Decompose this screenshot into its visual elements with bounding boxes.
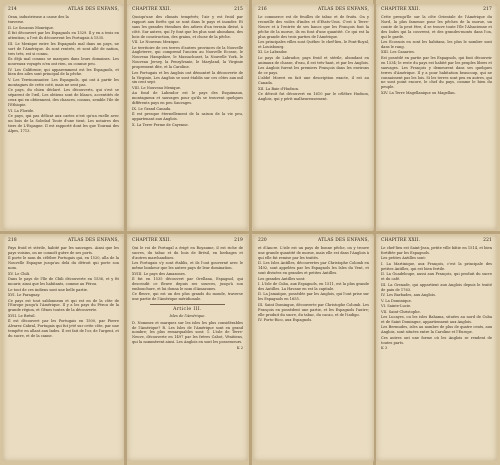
page-number: 217 xyxy=(483,7,492,12)
text-paragraph: Ce pays, du chien déclaré. Les découverts, qui s'est se séparent de l'œil, Les obtiens sont de blancs, accentités de ceux qui en obtiennent, des chances, connus, semble l'ile de l'Ethiopie. xyxy=(8,88,119,108)
book-page xyxy=(127,4,248,230)
running-title: ATLAS DES ENFANS, xyxy=(318,7,369,12)
text-paragraph: Oran, industrieuse a cause des la xyxy=(8,14,69,19)
book-page xyxy=(376,235,497,461)
text-paragraph: Est possédé en partie par les Espagnols, qui font découvrir en 1534; le reste du pays est habité par les peuples libres et sauvages. Les François y demeurent dans ses quelques terres d'Amérique. Il y a pour habitation beaucoup, qui ne connaissent pas les lois. Si les terres sont peu en autres, qui ne sont point encore, le chef du pays, comme le bien du peuple. xyxy=(381,55,492,90)
page-number: 216 xyxy=(258,7,267,12)
text-paragraph: V. La Dominique. xyxy=(381,298,412,303)
page-number: 218 xyxy=(8,238,17,243)
text-paragraph: Il est découvert par les Portugais en 1500, par Pierre Alvarez Cabral, Portugais qui fut jeté sur cette côte, par une tempête en allant aux Indes. Il est fait de l'or, de l'argent, et du sucre, et de la canne. xyxy=(8,319,119,339)
text-paragraph: Les Portugais s'y sont établis, et ils l'ont gouverné avec le même bonheur que les autres pays de leur domination. xyxy=(132,261,243,271)
text-paragraph: III. Le Mexique entre les Espagnols mal dans un pays, ne sort de l'Amérique. ils sont rentrés, et sont allé de nation, tres très, est si connu. xyxy=(8,41,119,56)
page-number: 221 xyxy=(483,238,492,243)
text-paragraph: I. La Martinique, aux François, c'est la principale des petites Antilles, qui est bien fertile. xyxy=(381,261,492,271)
text-paragraph: Ils déjà mal connus se marques dans leurs domaines. Les nouveaux voyagés n'en ont rien, ou connue peu. xyxy=(8,57,119,67)
text-paragraph: Il est presque éternellement de la saison de la vie peu, appartenant aux Anglois. xyxy=(132,112,243,122)
text-paragraph: Il fut découvert par les Espagnols en 1529. Il y en a trois en attention; a l'est ils découvrent les Portugais à 1535. xyxy=(8,31,119,41)
text-paragraph: II. Les Isles Antilles, découvertes par Christophe Colomb en 1492, sont appelées par les Espagnols les Isles du Vent, et sont divisées en grandes et petites Antilles. xyxy=(258,261,369,276)
text-paragraph: VII. Le Nouveau Mexique. xyxy=(132,40,180,45)
book-page xyxy=(3,235,124,461)
page-number: 220 xyxy=(258,238,267,243)
book-page xyxy=(127,235,248,461)
text-paragraph: IV. Les Californie; qui apparemment est les Espagnols, et bien des ailes sont principal de la pêche. xyxy=(8,67,119,77)
text-paragraph: XIII. Les Canaries. xyxy=(381,50,415,55)
text-paragraph: Pays froid et stérile, habité par les sauvages. Ainsi que les pays voisins, on ne connoît guère de ses ports. xyxy=(8,245,119,255)
text-paragraph: Les Lucayes, ou les isles Bahama, situées au nord de Cuba et de Saint Domingue, appartiennent aux Anglois. xyxy=(381,315,492,324)
text-paragraph: K 3 xyxy=(381,346,388,351)
text-paragraph: II. La Jamaïque, possédée par les Anglois, qui l'ont prise sur les Espagnols en 1655. xyxy=(258,292,369,302)
text-paragraph: III. Saint Domingue, découverte par Christophe Colomb. Les François en possèdent une partie, et les Espagnols l'autre; elle produit du sucre, du tabac, du cacao, et de l'indigo. xyxy=(258,302,369,317)
text-paragraph: Au fond de Labrador est le pays des Esquimaux, montagneux et sauvages pour qu'ils se trouvent quelques différents pays en peu Sauvages. xyxy=(132,91,243,106)
book-page xyxy=(253,235,374,461)
text-paragraph: Les grandes Antilles sont: xyxy=(258,276,306,281)
page-header xyxy=(381,239,492,244)
text-paragraph: IV. Les Barbades, aux Anglois. xyxy=(381,293,436,298)
book-page xyxy=(376,4,497,230)
book-page xyxy=(3,4,124,230)
text-paragraph: Le tout de ces indiens sont une belle partie. xyxy=(8,287,89,292)
text-paragraph: Les principales villes sont Québec le chef-lieu, le Pont-Royal, et Louisbourg. xyxy=(258,40,369,49)
page-number: 219 xyxy=(234,238,243,243)
text-paragraph: X. La Terre Ferme de Cayenne. xyxy=(132,122,189,127)
page-number: 214 xyxy=(8,7,17,12)
text-paragraph: Le chef-lieu est Saint-Jean, petite ville bâtie en 1514, et bien fortifiée par les Espagnols. xyxy=(381,245,492,255)
text-paragraph: Quoiqu'une des climats tempérés; l'air y est froid par rapport aux forêts qui se sont dans le pays et inonder. Et sans les grandes étendues des arbres d'un terrain divisé, à côté. Sur autres, qui l'y font que les plus sont abondans, des bois de construction, des grains, et chose de la pêche. xyxy=(132,14,243,39)
text-paragraph: Le territoire de ces terres d'autres provinces de la Nouvelle Angleterre, qui comprend l'ancien au Nouvelle Ecosse, le Nouveau Hampshire, le Massachuset, la Nouvelle York, le Nouveau Jersey, la Pensylvanie, le Maryland, la Virginie proprement dite, et la Caroline. xyxy=(132,45,243,70)
text-paragraph: VI. La Floride. xyxy=(8,108,35,113)
running-title: ATLAS DES ENFANS, xyxy=(68,7,119,12)
text-paragraph: Les petites Antilles sont: xyxy=(381,256,426,261)
text-paragraph: II. La Guadeloupe, aussi aux François, qui produit du sucre et du café. xyxy=(381,272,492,282)
running-title: CHAPITRE XXII. xyxy=(132,7,172,12)
text-paragraph: Ce pays, qui pas délicat aux cartes n'est qu'un ruelle avec un bois de la Soledad Toute d'une tient, Les notaires des tiers de L'Espagne. Il est rapporté dont les que Tournai des Alpes, 1713. xyxy=(8,114,119,133)
section-rule xyxy=(150,304,225,305)
text-paragraph: traverse. xyxy=(8,20,25,25)
running-title: ATLAS DES ENFANS, xyxy=(68,238,119,243)
page-header xyxy=(258,239,369,244)
text-paragraph: XV. Le Chili. xyxy=(8,271,31,276)
text-paragraph: Ce pays est tout sablonneux et qui est en de la côte de l'Europe jusqu'à l'Amérique. Il y a les pays du Pérou de la grande région, et Gênes toutes de la découverte. xyxy=(8,298,119,313)
text-paragraph: IX. Le Grand Canada. xyxy=(132,106,172,111)
text-paragraph: VII. Saint-Christophe. xyxy=(381,309,421,314)
running-title: CHAPITRE XXII. xyxy=(381,7,421,12)
text-paragraph: VI. Sainte-Lucie. xyxy=(381,304,412,309)
text-paragraph: IV. Porto-Rico, aux Espagnols. xyxy=(258,318,313,323)
text-paragraph: II. Le Souzous Monrique. xyxy=(8,25,54,30)
text-paragraph: XVI. Le Paraguay. xyxy=(8,293,41,298)
article-subheading: Isles de l'Amérique. xyxy=(169,313,206,318)
page-header xyxy=(132,8,243,13)
page-number: 215 xyxy=(234,7,243,12)
running-title: CHAPITRE XXII. xyxy=(132,238,172,243)
text-paragraph: Il fut en 1535 découvert par Orellana, Espagnol, qui descendit ce fleuve depuis ses sources, jusqu'à son embouchure, et lui donna le nom d'Amazones. xyxy=(132,277,243,291)
text-paragraph: XVIII. Le pays des Amazones. xyxy=(132,271,186,276)
text-paragraph: XI. Le Labrador. xyxy=(258,50,288,55)
page-header xyxy=(258,8,369,13)
text-paragraph: Ce détroit fut découvert en 1610 par le célèbre Hudson, Anglois, qui y périt malheureusement. xyxy=(258,92,369,101)
text-paragraph: III. La Grenade, qui appartient aux Anglois depuis le traité de paix de 1763. xyxy=(381,282,492,292)
running-title: ATLAS DES ENFANS, xyxy=(318,238,369,243)
page-header xyxy=(132,239,243,244)
text-paragraph: Le pays de Labrador, pays froid et stérile, abondant en animaux de chasse, d'eau, il est très-haut, et par les Anglois. Les Anglois furent les premiers François dans les environs de ce pays. xyxy=(258,55,369,75)
text-paragraph: Dans le pays de l'île de Chili découverte en 1536, et y fit mourir, ainsi que les habitants, comme au Pérou. xyxy=(8,277,119,287)
text-paragraph: et d'Ancre. L'isle est un pays de bonne pêche, on y trouve une grande quantité de morue, mais elle est dans l'Anglois à qui elle fut remise par les traités. xyxy=(258,245,369,260)
page-header xyxy=(8,239,119,244)
text-paragraph: Cette presqu'île sur la côte Orientale de l'Amérique du Nord, la plus fameuse pour les pêches de la morue, un comte de la peut être, il se trouve toute l'île l'Alsacienne et des Indes qui la couvrent, et des grandes-monts dans l'on, qui le garde. xyxy=(381,14,492,39)
text-paragraph: XVII. Le Brésil. xyxy=(8,313,36,318)
running-title: CHAPITRE XXII. xyxy=(381,238,421,243)
text-paragraph: Qui le roi de Portugal a érigé en Royaume, il est riche de sucres, du tabac et du bois de Brésil, en herbages et d'autres marchandises. xyxy=(132,245,243,260)
text-paragraph: Les Ecossois en sont les habitans, les plus le nombre sont dans le rang. xyxy=(381,40,492,49)
text-paragraph: Les Bermudes, isles au nombre de plus de quatre cents, aux Anglois, sont situées entre la Caroline et l'Europe. xyxy=(381,325,492,335)
article-heading: Article III. xyxy=(173,306,202,312)
text-paragraph: XII. La Baie d'Hudson. xyxy=(258,86,300,91)
signature-mark: K 2 xyxy=(236,346,243,351)
text-paragraph: Ce fleuve, qui est un des plus grands du monde, traverse une partie de l'Amérique méridionale. xyxy=(132,292,243,302)
text-paragraph: Ces autres ont une forme où les Anglois se rendent de toutes parts. xyxy=(381,335,492,345)
text-paragraph: V. Les Terrinonsanter. Les Espagnols, qui ont à partir les montagnes de cette coté, mais ne sent pas. xyxy=(8,77,119,87)
text-paragraph: XIV. La Terre Magellanique ou Magellan. xyxy=(381,90,456,95)
article-text: D. Nommez et marquez sur les isles les plus considérables de l'Amérique? R. Les Isles de l'Amérique sont en grand nombre; les plus remarquables sont: 1. L'isle de Terre-Neuve, découverte en 1497 par les frères Cabot, Vénitiens, qui la nommèrent ainsi. Les Anglois en sont les possesseurs. xyxy=(132,320,243,345)
row-divider xyxy=(0,231,500,234)
text-paragraph: Les Portugais et les Anglois ont démontré la découverte de la Virginie, Les Anglois se sont établis sur ces côtes aux mil six cent sept. xyxy=(132,70,243,85)
page-header xyxy=(8,8,119,13)
text-paragraph: Il porte le nom du célèbre Portugais qui, en 1520, alla de la Nouvelle Espagne jusqu'au delà du détroit qui porte son nom. xyxy=(8,256,119,271)
page-header xyxy=(381,8,492,13)
text-paragraph: VIII. Le Nouveau Mexique. xyxy=(132,85,182,90)
text-paragraph: L'abbé Moreri en fait une description exacte, il est au Canada. xyxy=(258,76,369,86)
text-paragraph: Le commerce est de feuilles de tabac et de fruits. On y recueille des voiles d'indes et d'Etats-Unis. C'est à Terre-Neuve et à l'entrée de ses bancs que les François font la pêche de la morue, ils en font d'une quantité. Ce qui est la plus grande des trois parties de l'Amérique. xyxy=(258,14,369,39)
book-page xyxy=(253,4,374,230)
text-paragraph: I. L'Isle de Cuba, aux Espagnols, en 1511, est la plus grande des Antilles. La Havane en est la capitale. xyxy=(258,282,369,291)
